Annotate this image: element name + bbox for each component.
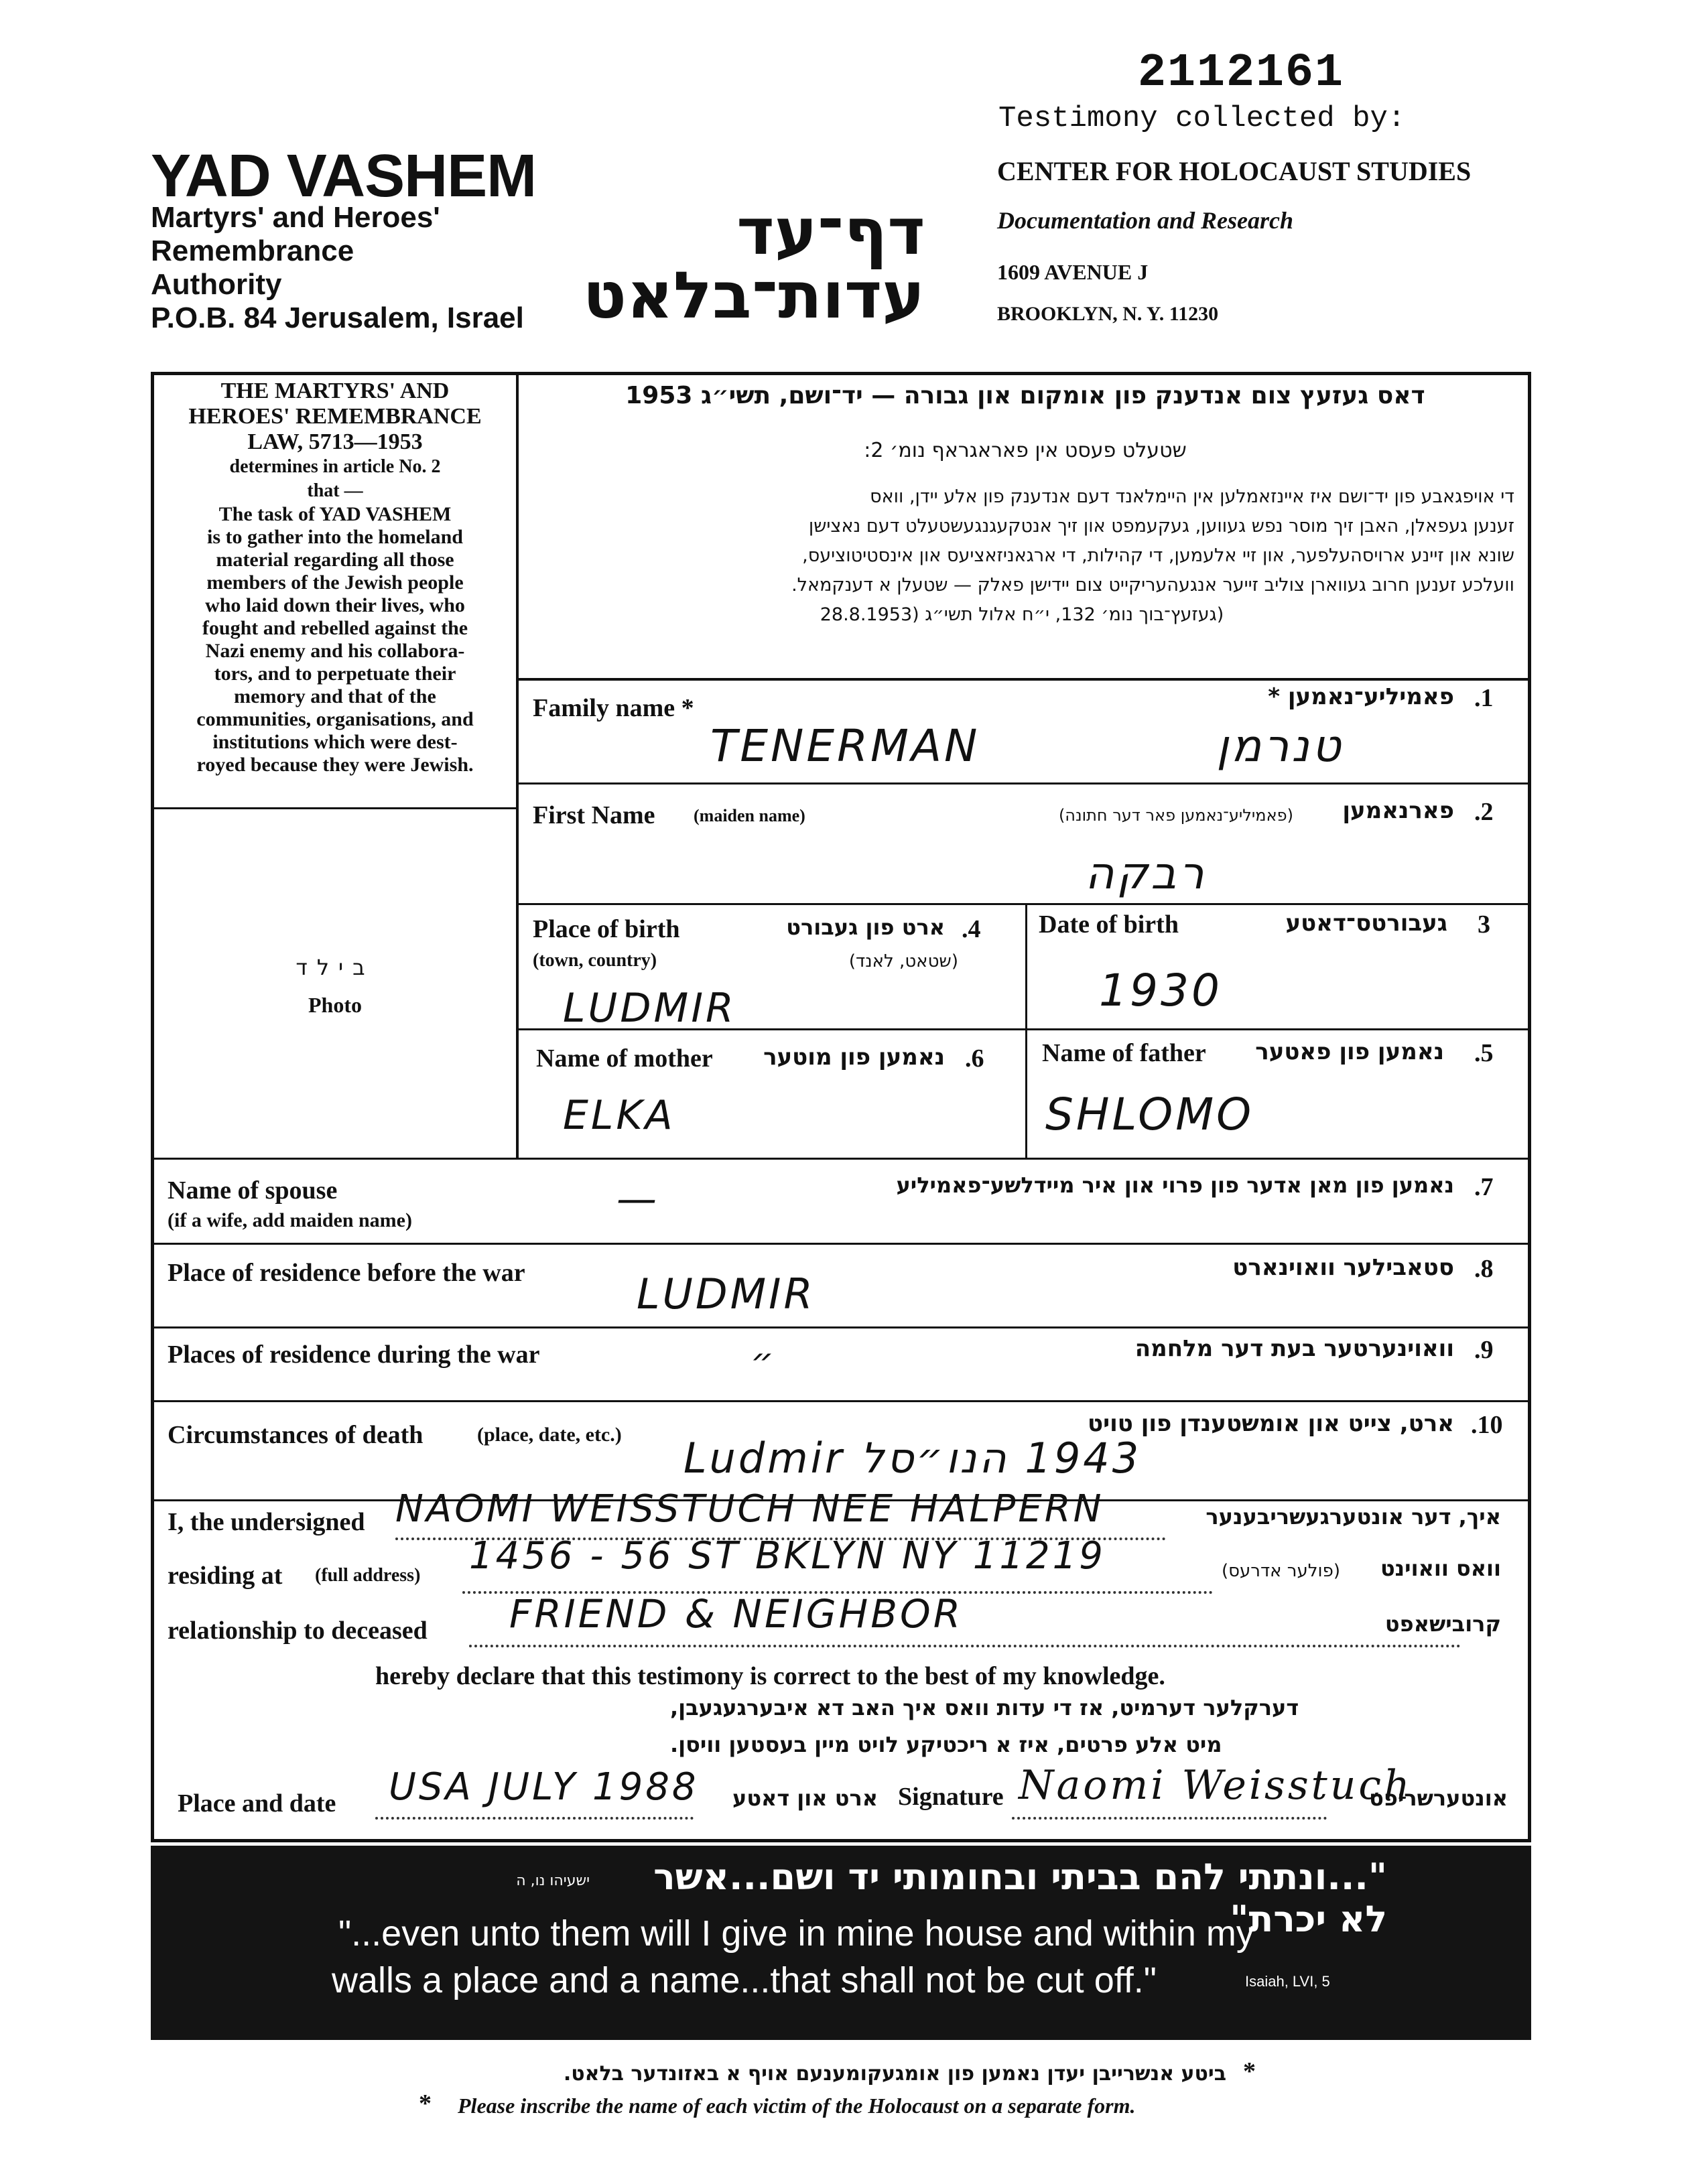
collector-address1: 1609 AVENUE J — [997, 260, 1149, 284]
law-line: is to gather into the homeland — [207, 526, 463, 548]
photo-label: Photo — [308, 993, 362, 1017]
first-name-note: (maiden name) — [694, 806, 805, 825]
law-line: fought and rebelled against the — [202, 617, 468, 639]
law-box — [164, 379, 506, 776]
collector-name: CENTER FOR HOLOCAUST STUDIES — [997, 156, 1472, 186]
footer-yiddish: ביטע אנשרייבן יעדן נאמען פון אומגעקומענעם אויף א באזונדער בלאט. — [563, 2062, 1226, 2086]
first-name-yiddish-note: (פאמיליע־נאמען פאר דער חתונה) — [1058, 806, 1293, 825]
first-name-value: רבקה — [1085, 847, 1207, 899]
banner-english-1: "...even unto them will I give in mine house and within my — [338, 1913, 1254, 1954]
declaration-statement: hereby declare that this testimony is correct to the best of my knowledge. — [375, 1662, 1165, 1690]
residence-during-label: Places of residence during the war — [168, 1341, 540, 1369]
law-title3: LAW, 5713—1953 — [247, 429, 423, 454]
declaration-yiddish-2: מיט אלע פרטים, איז א ריכטיקע לויט מיין בעסטען וויסן. — [670, 1732, 1222, 1757]
undersigned-label: I, the undersigned — [168, 1508, 365, 1536]
relationship-yiddish: קרובישאפט — [1384, 1611, 1501, 1637]
footer-asterisk-2: * — [419, 2090, 432, 2118]
spouse-value: — — [616, 1176, 659, 1223]
father-num: .5 — [1474, 1039, 1494, 1067]
org-title: YAD VASHEM — [151, 143, 537, 210]
law-line: who laid down their lives, who — [205, 594, 465, 616]
law-line: members of the Jewish people — [206, 571, 464, 594]
residing-yiddish-note: (פולער אדרעס) — [1222, 1561, 1340, 1581]
residence-during-value: ״ — [751, 1340, 777, 1382]
death-num: .10 — [1471, 1411, 1503, 1439]
law-line: tors, and to perpetuate their — [214, 663, 456, 685]
date-of-birth-num: 3 — [1478, 910, 1490, 939]
father-value: SHLOMO — [1045, 1089, 1254, 1140]
declaration-yiddish-1: דערקלער דערמיט, אז די עדות וואס איך האב דא איבערגעגעבן, — [670, 1695, 1299, 1720]
law-sub1: determines in article No. 2 — [229, 456, 441, 477]
residence-before-yiddish: סטאבילער וואוינארט — [1232, 1254, 1454, 1281]
law-yiddish-line: (געזעץ־בוך נומ׳ 132, י״ח אלול תשי״ג (28.8.1953 — [820, 604, 1224, 625]
banner-english-2: walls a place and a name...that shall not be cut off." — [332, 1960, 1157, 2000]
law-line: memory and that of the — [234, 685, 436, 707]
document-number: 2112161 — [1138, 47, 1345, 100]
death-yiddish: ארט, צייט און אומשטענדן פון טויט — [1087, 1410, 1454, 1437]
residing-yiddish: וואס וואוינט — [1380, 1556, 1501, 1581]
place-date-value: USA JULY 1988 — [389, 1765, 699, 1809]
org-address: P.O.B. 84 Jerusalem, Israel — [151, 301, 524, 334]
law-line: royed because they were Jewish. — [196, 754, 474, 776]
org-line3: Authority — [151, 268, 282, 301]
law-yiddish-title: דאס געזעץ צום אנדענק פון אומקום און גבורה — יד־ושם, תשי״ג 1953 — [625, 382, 1425, 409]
signature-yiddish: אונטערשריפט — [1369, 1785, 1508, 1811]
relationship-label: relationship to deceased — [168, 1617, 428, 1645]
family-name-value-hebrew: טנרמן — [1216, 720, 1344, 772]
law-line: communities, organisations, and — [196, 708, 474, 730]
family-name-label: Family name * — [533, 694, 694, 722]
yiddish-title-bottom: עדות־בלאט — [582, 258, 925, 333]
law-line: The task of YAD VASHEM — [218, 503, 452, 525]
place-of-birth-num: .4 — [962, 915, 981, 943]
father-yiddish: נאמען פון פאטער — [1255, 1038, 1444, 1065]
family-name-value: TENERMAN — [710, 720, 980, 772]
org-line2: Remembrance — [151, 234, 354, 267]
place-date-label: Place and date — [178, 1789, 336, 1818]
place-date-yiddish: ארט און דאטע — [732, 1785, 878, 1811]
yiddish-title-top: דף־עד — [736, 194, 925, 269]
banner-hebrew: "...ונתתי להם בביתי ובחומותי יד ושם...אשר לא יכרת" — [653, 1856, 1387, 1940]
law-title2: HEROES' REMEMBRANCE — [188, 404, 482, 429]
photo-label-yiddish: בילד — [296, 955, 375, 980]
collector-heading: Testimony collected by: — [998, 102, 1406, 135]
footer-asterisk-1: * — [1243, 2057, 1256, 2086]
place-of-birth-value: LUDMIR — [563, 985, 736, 1032]
family-name-num: .1 — [1474, 684, 1494, 712]
first-name-yiddish: פארנאמען — [1342, 797, 1454, 824]
first-name-num: .2 — [1474, 798, 1494, 826]
banner-english-ref: Isaiah, LVI, 5 — [1245, 1973, 1330, 1990]
family-name-yiddish: פאמיליע־נאמען * — [1268, 683, 1454, 710]
collector-subtitle: Documentation and Research — [997, 207, 1294, 234]
death-value: 1943 הנו״סל Ludmir — [684, 1434, 1142, 1483]
signature-value: Naomi Weisstuch — [1019, 1762, 1413, 1809]
place-of-birth-yiddish-note: (שטאט, לאנד) — [848, 951, 958, 971]
spouse-note: (if a wife, add maiden name) — [168, 1209, 412, 1231]
law-yiddish-body — [529, 482, 1514, 630]
law-line: institutions which were dest- — [212, 731, 458, 753]
date-of-birth-label: Date of birth — [1039, 910, 1179, 939]
banner-hebrew-ref: ישעיהו נו, ה — [516, 1872, 590, 1889]
residence-during-num: .9 — [1474, 1336, 1494, 1364]
place-of-birth-yiddish: ארט פון געבורט — [786, 914, 945, 940]
law-yiddish-line: די אויפגאבע פון יד־ושם איז איינזאמלען אין היימלאנד דעם אנדענק פון אלע יידן, וואס — [870, 486, 1514, 507]
undersigned-yiddish: איך, דער אונטערגעשריבענער — [1206, 1504, 1501, 1529]
law-yiddish-line: זענען געפאלן, האבן זיך מוסר נפש געווען, געקעמפט און זיך אנטקעגנגעשטעלט דעם נאצישן — [808, 516, 1514, 537]
mother-yiddish: נאמען פון מוטער — [763, 1044, 945, 1071]
signature-label: Signature — [898, 1783, 1004, 1811]
law-yiddish-sub: שטעלט פעסט אין פאראגראף נומ׳ 2: — [864, 439, 1187, 462]
relationship-value: FRIEND & NEIGHBOR — [509, 1591, 963, 1637]
mother-value: ELKA — [563, 1092, 675, 1139]
spouse-label: Name of spouse — [168, 1176, 338, 1205]
law-line: material regarding all those — [216, 549, 454, 571]
undersigned-value: NAOMI WEISSTUCH NEE HALPERN — [395, 1487, 1104, 1531]
death-note: (place, date, etc.) — [477, 1424, 622, 1446]
residence-before-value: LUDMIR — [637, 1270, 816, 1318]
mother-label: Name of mother — [536, 1044, 713, 1073]
spouse-num: .7 — [1474, 1173, 1494, 1201]
residence-before-num: .8 — [1474, 1255, 1494, 1283]
residence-during-yiddish: וואוינערטער בעת דער מלחמה — [1134, 1335, 1454, 1362]
place-of-birth-label: Place of birth — [533, 915, 680, 943]
residing-value: 1456 - 56 ST BKLYN NY 11219 — [469, 1534, 1106, 1578]
collector-address2: BROOKLYN, N. Y. 11230 — [997, 303, 1219, 325]
first-name-label: First Name — [533, 801, 655, 829]
residing-note: (full address) — [315, 1565, 421, 1586]
law-line: Nazi enemy and his collabora- — [205, 640, 465, 662]
org-line1: Martyrs' and Heroes' — [151, 201, 440, 234]
law-sub2: that — — [307, 480, 363, 501]
father-label: Name of father — [1042, 1039, 1206, 1067]
law-title1: THE MARTYRS' AND — [220, 379, 450, 403]
residing-label: residing at — [168, 1562, 283, 1590]
law-yiddish-line: וועלכע זענען חרוב געווארן צוליב זייער אנגעהעריקייט צום יידישן פאלק — שטעלן א דענקמאל. — [791, 575, 1514, 596]
date-of-birth-value: 1930 — [1099, 965, 1222, 1016]
law-yiddish-line: שונא און זיינע ארויסהעלפער, און זיי אלעמען, די קהילות, די ארגאניזאציעס און אינסטיטוציעס, — [802, 545, 1514, 566]
place-of-birth-note: (town, country) — [533, 950, 657, 971]
spouse-yiddish: נאמען פון מאן אדער פון פרוי און איר מיידלשע־פאמיליע — [896, 1172, 1454, 1198]
death-label: Circumstances of death — [168, 1421, 424, 1449]
footer-english: Please inscribe the name of each victim of the Holocaust on a separate form. — [458, 2094, 1136, 2118]
mother-num: .6 — [965, 1044, 984, 1073]
residence-before-label: Place of residence before the war — [168, 1259, 525, 1287]
date-of-birth-yiddish: געבורטס־דאטע — [1285, 910, 1447, 937]
